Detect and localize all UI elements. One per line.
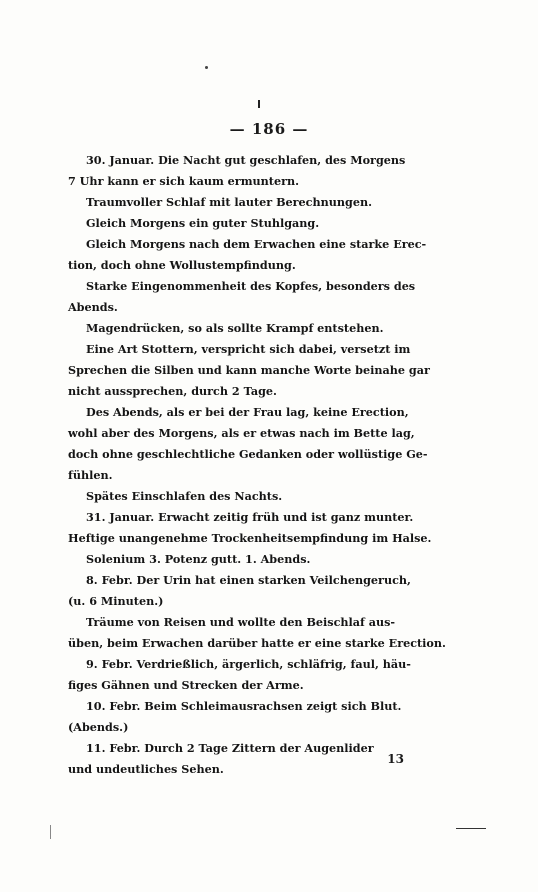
text-line: Gleich Morgens nach dem Erwachen eine starke Erec- xyxy=(86,237,427,251)
text-line: 31. Januar. Erwacht zeitig früh und ist ganz munter. xyxy=(86,510,414,524)
text-line: 9. Febr. Verdrießlich, ärgerlich, schläfrig, faul, häu- xyxy=(86,657,411,671)
text-line: Traumvoller Schlaf mit lauter Berechnungen. xyxy=(86,195,372,209)
text-line: (Abends.) xyxy=(68,720,129,734)
text-line: 10. Febr. Beim Schleimausrachsen zeigt sich Blut. xyxy=(86,699,402,713)
text-line: üben, beim Erwachen darüber hatte er eine starke Erection. xyxy=(68,636,446,650)
text-line: Eine Art Stottern, verspricht sich dabei, versetzt im xyxy=(86,342,411,356)
signature-mark: 13 xyxy=(387,752,404,766)
text-line: Des Abends, als er bei der Frau lag, keine Erection, xyxy=(86,405,409,419)
text-line: tion, doch ohne Wollustempfindung. xyxy=(68,258,296,272)
text-line: Gleich Morgens ein guter Stuhlgang. xyxy=(86,216,320,230)
bottom-rule xyxy=(456,828,486,829)
ink-speck xyxy=(205,66,208,69)
text-line: Starke Eingenommenheit des Kopfes, besonders des xyxy=(86,279,416,293)
text-line: 7 Uhr kann er sich kaum ermuntern. xyxy=(68,174,300,188)
body-text xyxy=(68,150,446,780)
margin-mark xyxy=(50,825,51,839)
text-line: wohl aber des Morgens, als er etwas nach im Bette lag, xyxy=(68,426,415,440)
ink-mark xyxy=(258,100,260,108)
text-line: 11. Febr. Durch 2 Tage Zittern der Augenlider xyxy=(86,741,374,755)
text-line: Solenium 3. Potenz gutt. 1. Abends. xyxy=(86,552,311,566)
text-line: 8. Febr. Der Urin hat einen starken Veilchengeruch, xyxy=(86,573,411,587)
page-number: — 186 — xyxy=(229,120,309,138)
text-line: Abends. xyxy=(68,300,118,314)
text-line: und undeutliches Sehen. xyxy=(68,762,224,776)
text-line: Sprechen die Silben und kann manche Worte beinahe gar xyxy=(68,363,430,377)
text-line: (u. 6 Minuten.) xyxy=(68,594,164,608)
text-line: Heftige unangenehme Trockenheitsempfindung im Halse. xyxy=(68,531,432,545)
text-line: nicht aussprechen, durch 2 Tage. xyxy=(68,384,277,398)
text-line: fühlen. xyxy=(68,468,113,482)
text-line: figes Gähnen und Strecken der Arme. xyxy=(68,678,304,692)
text-line: 30. Januar. Die Nacht gut geschlafen, des Morgens xyxy=(86,153,406,167)
text-line: doch ohne geschlechtliche Gedanken oder wollüstige Ge- xyxy=(68,447,428,461)
text-line: Magendrücken, so als sollte Krampf entstehen. xyxy=(86,321,384,335)
text-line: Träume von Reisen und wollte den Beischlaf aus- xyxy=(86,615,396,629)
text-line: Spätes Einschlafen des Nachts. xyxy=(86,489,283,503)
